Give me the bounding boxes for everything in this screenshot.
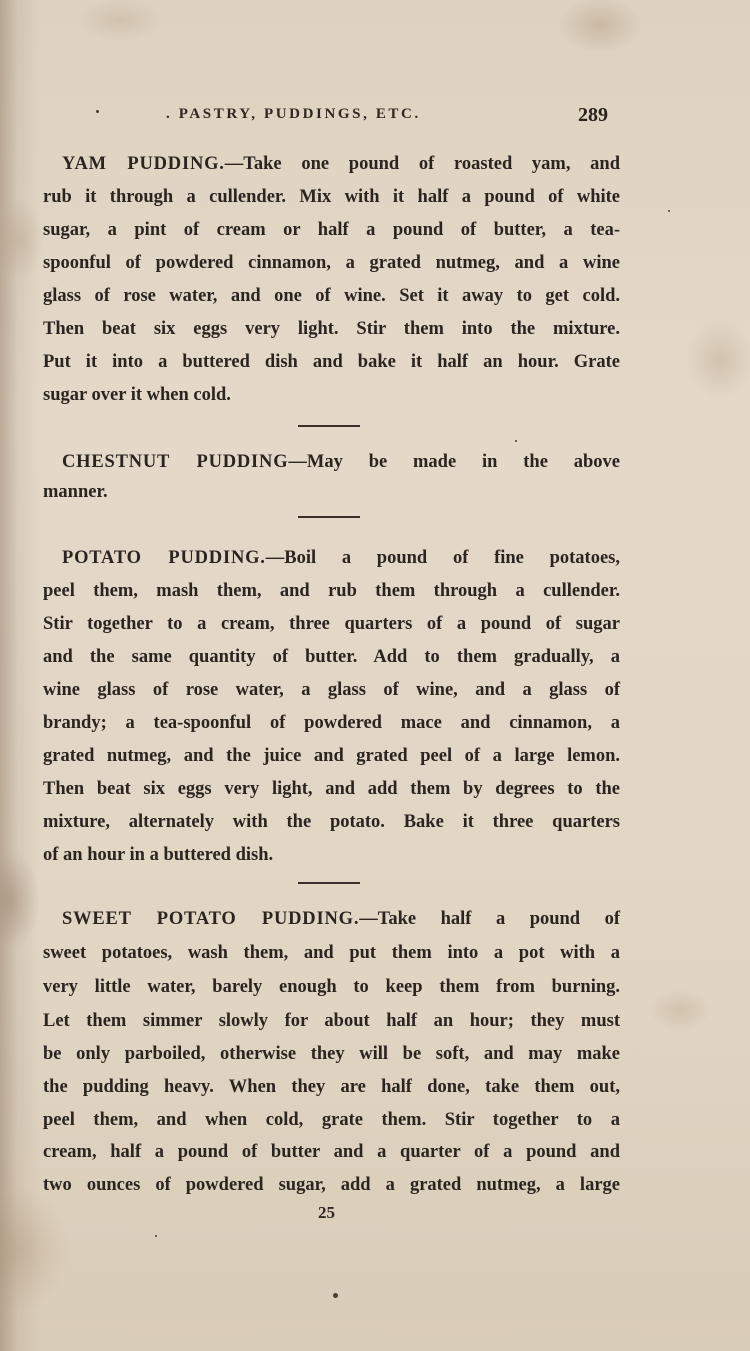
ink-speck (96, 110, 99, 113)
recipe-potato-line-6: brandy; a tea-spoonful of powdered mace and cinnamon, a (43, 713, 620, 733)
recipe-potato-line-2: peel them, mash them, and rub them through a cullender. (43, 581, 620, 601)
recipe-sweet-potato-line-2: sweet potatoes, wash them, and put them into a pot with a (43, 943, 620, 963)
section-divider (298, 425, 360, 427)
recipe-chestnut-line-1: CHESTNUT PUDDING—May be made in the above (62, 452, 620, 472)
recipe-title-yam: YAM PUDDING. (62, 154, 225, 174)
section-divider (298, 516, 360, 518)
recipe-potato-line-5: wine glass of rose water, a glass of wine, and a glass of (43, 680, 620, 700)
recipe-yam-line-6: Then beat six eggs very light. Stir them into the mixture. (43, 319, 620, 339)
recipe-potato-line-10: of an hour in a buttered dish. (43, 845, 274, 865)
recipe-title-potato: POTATO PUDDING. (62, 548, 266, 568)
recipe-yam-line-5: glass of rose water, and one of wine. Set it away to get cold. (43, 286, 620, 306)
recipe-title-chestnut: CHESTNUT PUDDING (62, 452, 289, 472)
recipe-sweet-potato-line-1: SWEET POTATO PUDDING.—Take half a pound of (62, 909, 620, 929)
page-number: 289 (578, 104, 608, 126)
recipe-sweet-potato-line-3: very little water, barely enough to keep them from burning. (43, 977, 620, 997)
ink-speck (333, 1293, 338, 1298)
recipe-sweet-potato-line-8: cream, half a pound of butter and a quarter of a pound and (43, 1142, 620, 1162)
running-head (0, 104, 750, 128)
recipe-potato-line-1: POTATO PUDDING.—Boil a pound of fine potatoes, (62, 548, 620, 568)
recipe-yam-line-4: spoonful of powdered cinnamon, a grated nutmeg, and a wine (43, 253, 620, 273)
recipe-yam-line-8: sugar over it when cold. (43, 385, 231, 405)
recipe-potato-line-4: and the same quantity of butter. Add to them gradually, a (43, 647, 620, 667)
recipe-yam-line-3: sugar, a pint of cream or half a pound of butter, a tea- (43, 220, 620, 240)
recipe-sweet-potato-line-4: Let them simmer slowly for about half an hour; they must (43, 1011, 620, 1031)
ink-speck (515, 440, 517, 442)
recipe-title-sweet-potato: SWEET POTATO PUDDING. (62, 909, 360, 929)
recipe-yam-line-7: Put it into a buttered dish and bake it half an hour. Grate (43, 352, 620, 372)
recipe-yam-line-2: rub it through a cullender. Mix with it half a pound of white (43, 187, 620, 207)
recipe-sweet-potato-line-5: be only parboiled, otherwise they will be soft, and may make (43, 1044, 620, 1064)
recipe-yam-line-1: YAM PUDDING.—Take one pound of roasted yam, and (62, 154, 620, 174)
ink-speck (668, 210, 670, 212)
ink-speck (155, 1235, 157, 1237)
recipe-chestnut-line-2: manner. (43, 482, 108, 502)
signature-mark: 25 (318, 1203, 335, 1222)
recipe-potato-line-9: mixture, alternately with the potato. Bake it three quarters (43, 812, 620, 832)
recipe-potato-line-7: grated nutmeg, and the juice and grated peel of a large lemon. (43, 746, 620, 766)
recipe-sweet-potato-line-7: peel them, and when cold, grate them. Stir together to a (43, 1110, 620, 1130)
recipe-potato-line-8: Then beat six eggs very light, and add them by degrees to the (43, 779, 620, 799)
recipe-potato-line-3: Stir together to a cream, three quarters of a pound of sugar (43, 614, 620, 634)
section-divider (298, 882, 360, 884)
running-title: . PASTRY, PUDDINGS, ETC. (166, 106, 421, 122)
recipe-sweet-potato-line-6: the pudding heavy. When they are half done, take them out, (43, 1077, 620, 1097)
recipe-sweet-potato-line-9: two ounces of powdered sugar, add a grated nutmeg, a large (43, 1175, 620, 1195)
